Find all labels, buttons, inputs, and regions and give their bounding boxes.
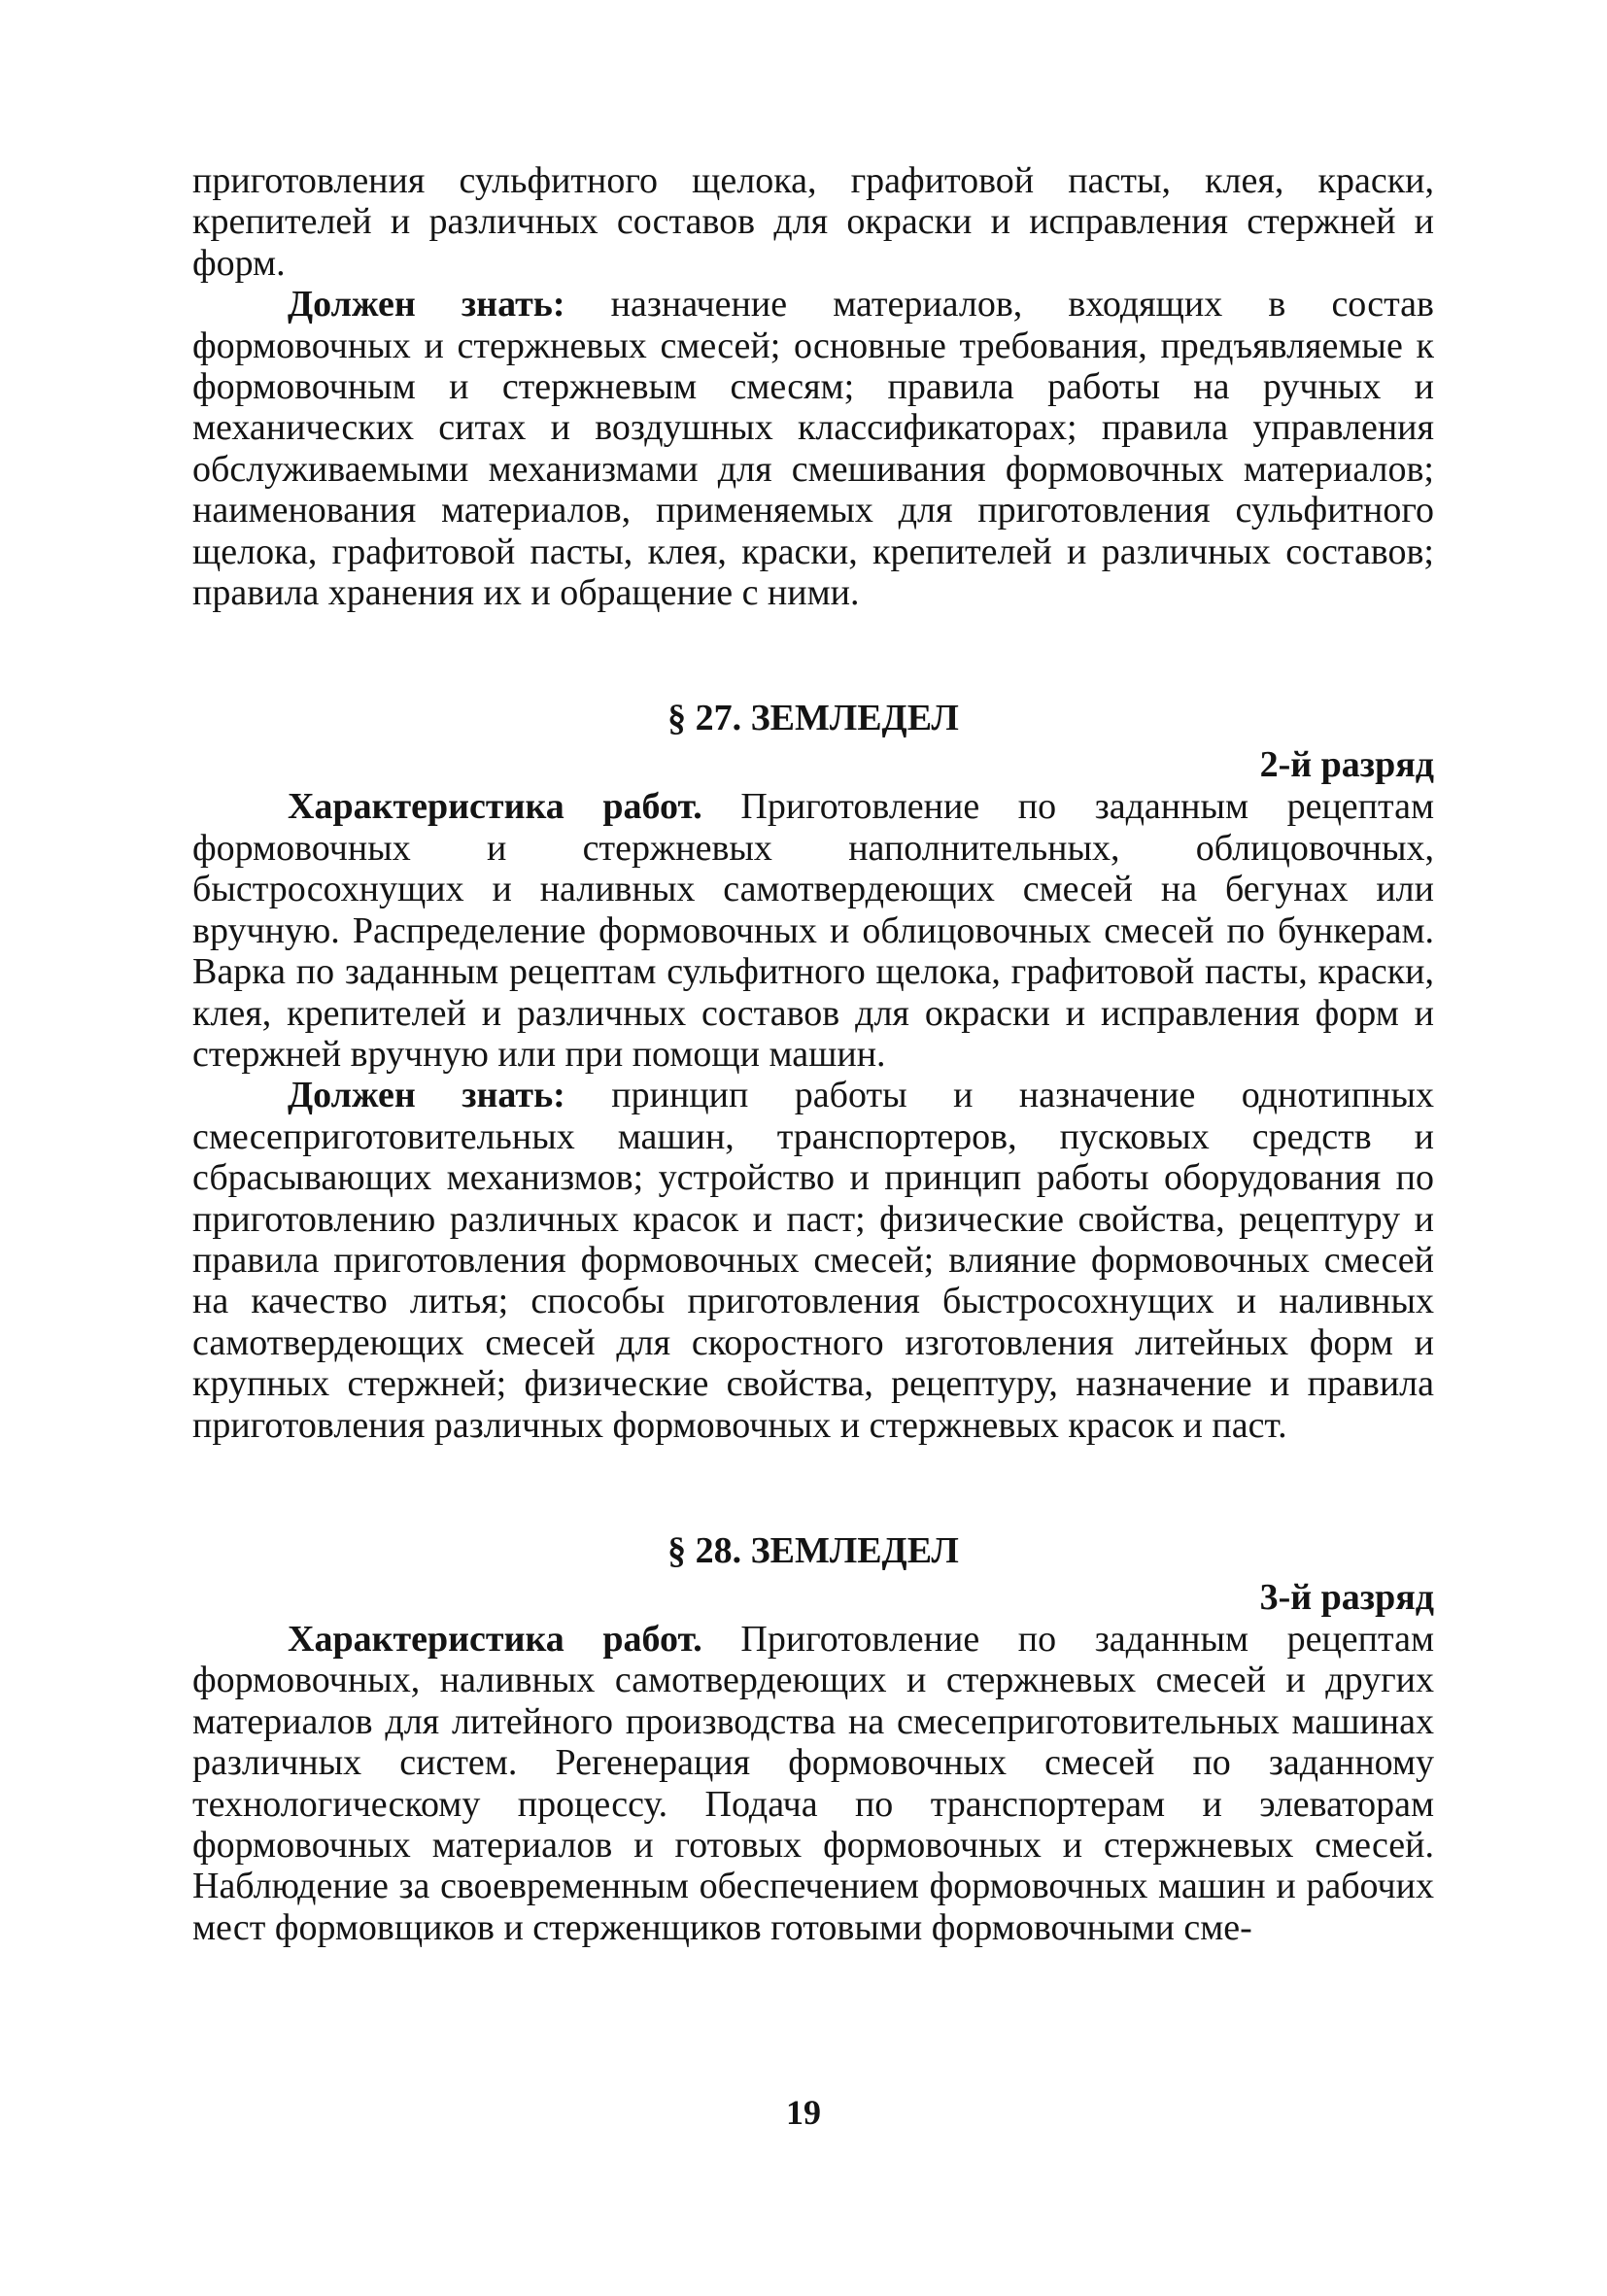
section-spacer — [192, 1446, 1434, 1529]
characteristics-text: Приготовление по заданным рецептам формовочных и стержневых наполнительных, облицовочных, быстросохнущих и наливных самотвердеющих смесей на бегунах или вручную. Распределение формовочных и облицовочных смесей по бункерам. Варка по заданным рецептам сульфитного щелока, графитовой пасты, краски, клея, крепителей и различных составов для окраски и исправления форм и стержней вручную или при помощи машин. — [192, 786, 1434, 1075]
continuation-paragraph: приготовления сульфитного щелока, графитовой пасты, клея, краски, крепителей и различных составов для окраски и исправления стержней и форм. — [192, 160, 1434, 284]
section-28-characteristics — [192, 1619, 1434, 1948]
section-27-title: § 27. ЗЕМЛЕДЕЛ — [667, 698, 959, 739]
characteristics-label: Характеристика работ. — [288, 786, 702, 828]
section-28-grade: 3-й разряд — [1259, 1576, 1434, 1618]
knowledge-label: Должен знать: — [288, 284, 565, 326]
section-27-grade: 2-й разряд — [1259, 744, 1434, 786]
characteristics-text: Приготовление по заданным рецептам формовочных, наливных самотвердеющих и стержневых смесей и других материалов для литейного производства на смесеприготовительных машинах различных систем. Регенерация формовочных смесей по заданному технологическому процессу. Подача по транспортерам и элеваторам формовочных материалов и готовых формовочных и стержневых смесей. Наблюдение за своевременным обеспечением формовочных машин и рабочих мест формовщиков и стерженщиков готовыми формовочными сме- — [192, 1618, 1434, 1948]
section-spacer — [192, 613, 1434, 697]
knowledge-label: Должен знать: — [288, 1075, 565, 1116]
knowledge-text: назначение материалов, входящих в состав формовочных и стержневых смесей; основные требования, предъявляемые к формовочным и стержневым смесям; правила работы на ручных и механических ситах и воздушных классификаторах; правила управления обслуживаемыми механизмами для смешивания формовочных материалов; наименования материалов, применяемых для приготовления сульфитного щелока, графитовой пасты, клея, краски, крепителей и различных составов; правила хранения их и обращение с ними. — [192, 284, 1434, 614]
document-page — [192, 160, 1434, 1948]
knowledge-text: принцип работы и назначение однотипных смесеприготовительных машин, транспортеров, пусковых средств и сбрасывающих механизмов; устройство и принцип работы оборудования по приготовлению различных красок и паст; физические свойства, рецептуру и правила приготовления формовочных смесей; влияние формовочных смесей на качество литья; способы приготовления быстросохнущих и наливных самотвердеющих смесей для скоростного изготовления литейных форм и крупных стержней; физические свойства, рецептуру, назначение и правила приготовления различных формовочных и стержневых красок и паст. — [192, 1075, 1434, 1446]
characteristics-label: Характеристика работ. — [288, 1618, 702, 1660]
page-number: 19 — [786, 2093, 821, 2132]
section-27-characteristics — [192, 786, 1434, 1075]
section-27-knowledge — [192, 1075, 1434, 1446]
section-28-title: § 28. ЗЕМЛЕДЕЛ — [667, 1529, 959, 1571]
knowledge-paragraph — [192, 284, 1434, 613]
